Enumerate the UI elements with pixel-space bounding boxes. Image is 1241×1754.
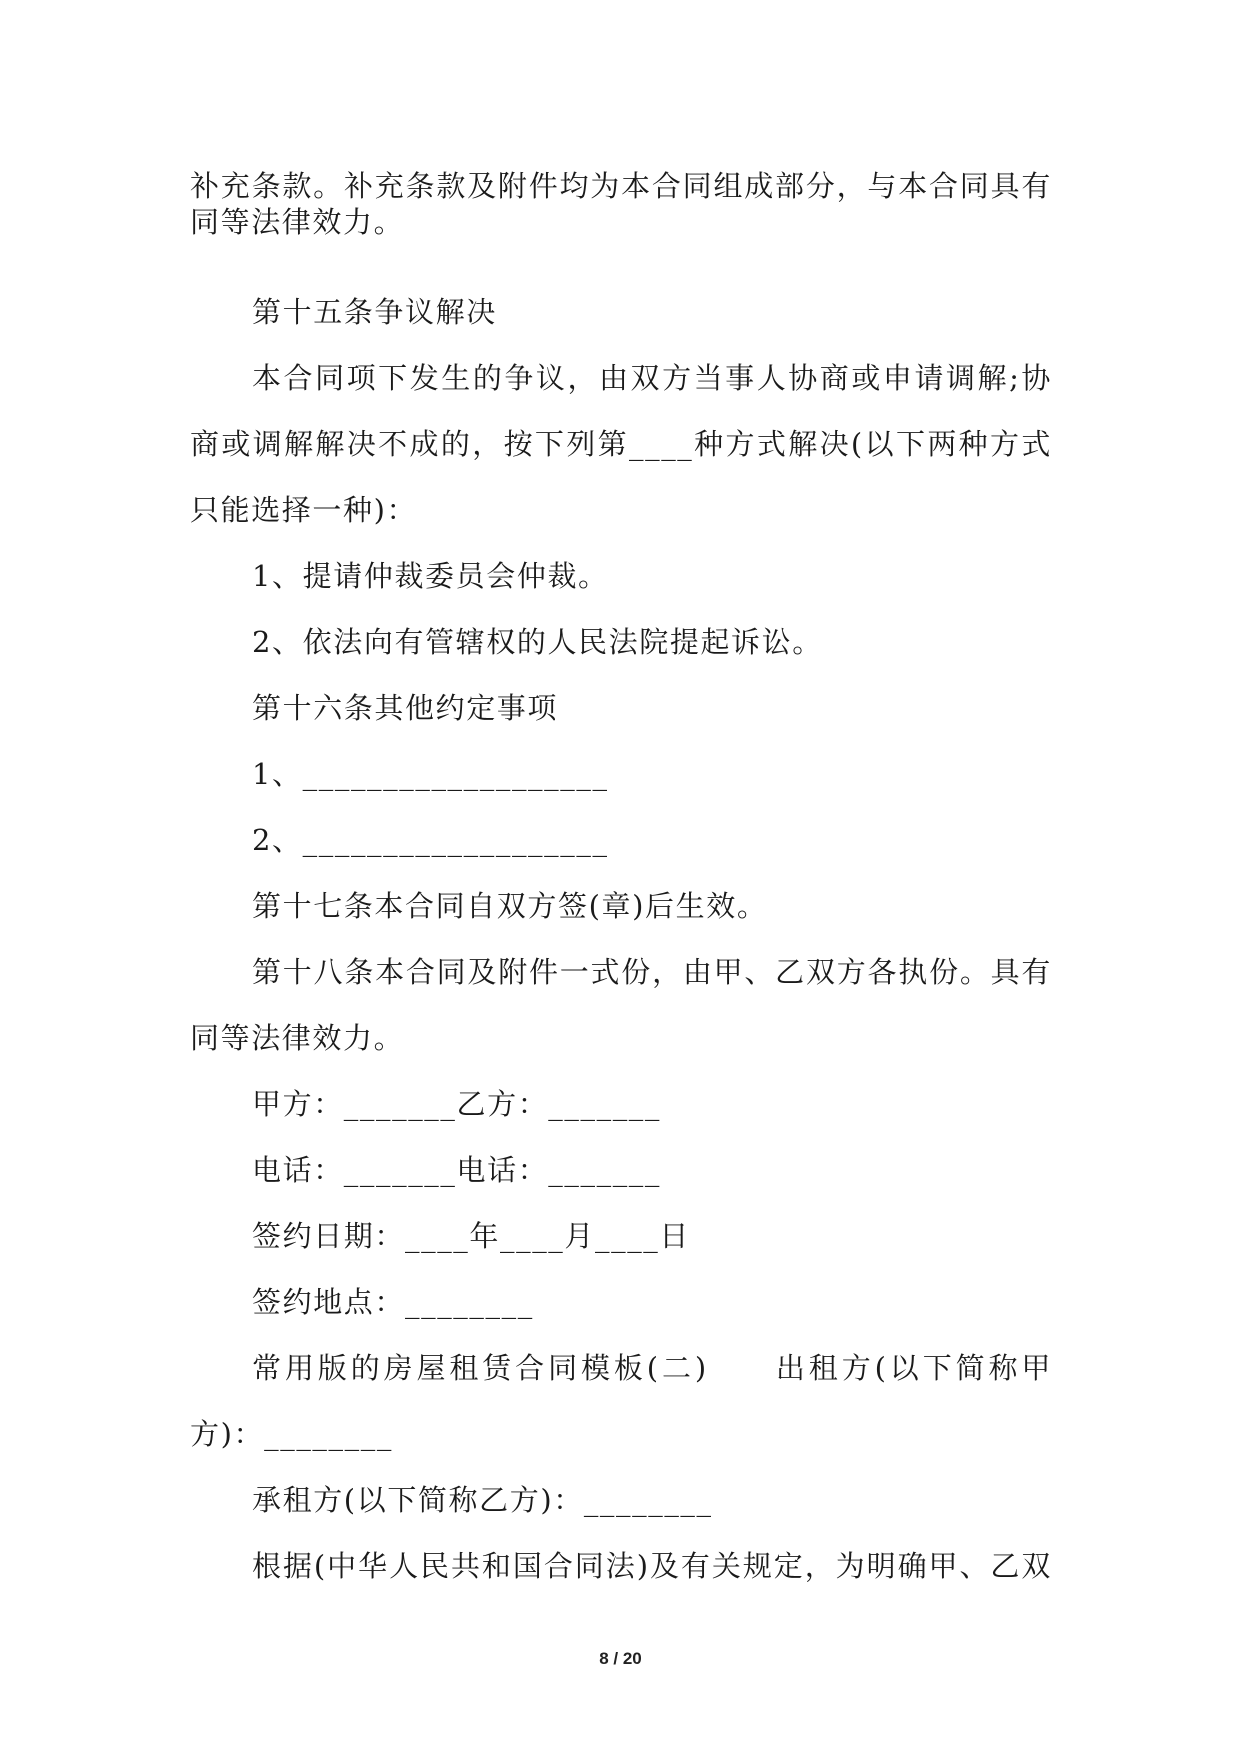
date-line: 签约日期：____年____月____日 <box>252 1219 691 1253</box>
paragraph-line: 补充条款。补充条款及附件均为本合同组成部分，与本合同具有 <box>190 169 1052 203</box>
signature-line: 甲方：_______乙方：_______ <box>252 1087 662 1121</box>
list-item-blank: 1、___________________ <box>252 757 609 791</box>
paragraph-line: 第十八条本合同及附件一式份，由甲、乙双方各执份。具有 <box>252 955 1052 989</box>
paragraph-line: 承租方(以下简称乙方)：________ <box>252 1483 713 1517</box>
paragraph-line: 同等法律效力。 <box>190 205 405 239</box>
paragraph-line: 同等法律效力。 <box>190 1021 405 1055</box>
phone-line: 电话：_______电话：_______ <box>252 1153 662 1187</box>
section-heading: 第十七条本合同自双方签(章)后生效。 <box>252 889 768 923</box>
page-number: 8 / 20 <box>599 1649 642 1668</box>
section-heading: 第十六条其他约定事项 <box>252 691 559 725</box>
paragraph-line: 根据(中华人民共和国合同法)及有关规定，为明确甲、乙双 <box>252 1549 1052 1583</box>
location-line: 签约地点：________ <box>252 1285 534 1319</box>
list-item: 2、依法向有管辖权的人民法院提起诉讼。 <box>252 625 823 659</box>
paragraph-line: 商或调解解决不成的，按下列第____种方式解决(以下两种方式 <box>190 427 1052 461</box>
paragraph-line: 只能选择一种)： <box>190 493 418 527</box>
paragraph-line: 常用版的房屋租赁合同模板(二) 出租方(以下简称甲 <box>252 1351 1052 1385</box>
list-item-blank: 2、___________________ <box>252 823 609 857</box>
list-item: 1、提请仲裁委员会仲裁。 <box>252 559 609 593</box>
section-heading: 第十五条争议解决 <box>252 295 497 329</box>
paragraph-line: 本合同项下发生的争议，由双方当事人协商或申请调解;协 <box>252 361 1052 395</box>
paragraph-line: 方)：________ <box>190 1417 393 1451</box>
